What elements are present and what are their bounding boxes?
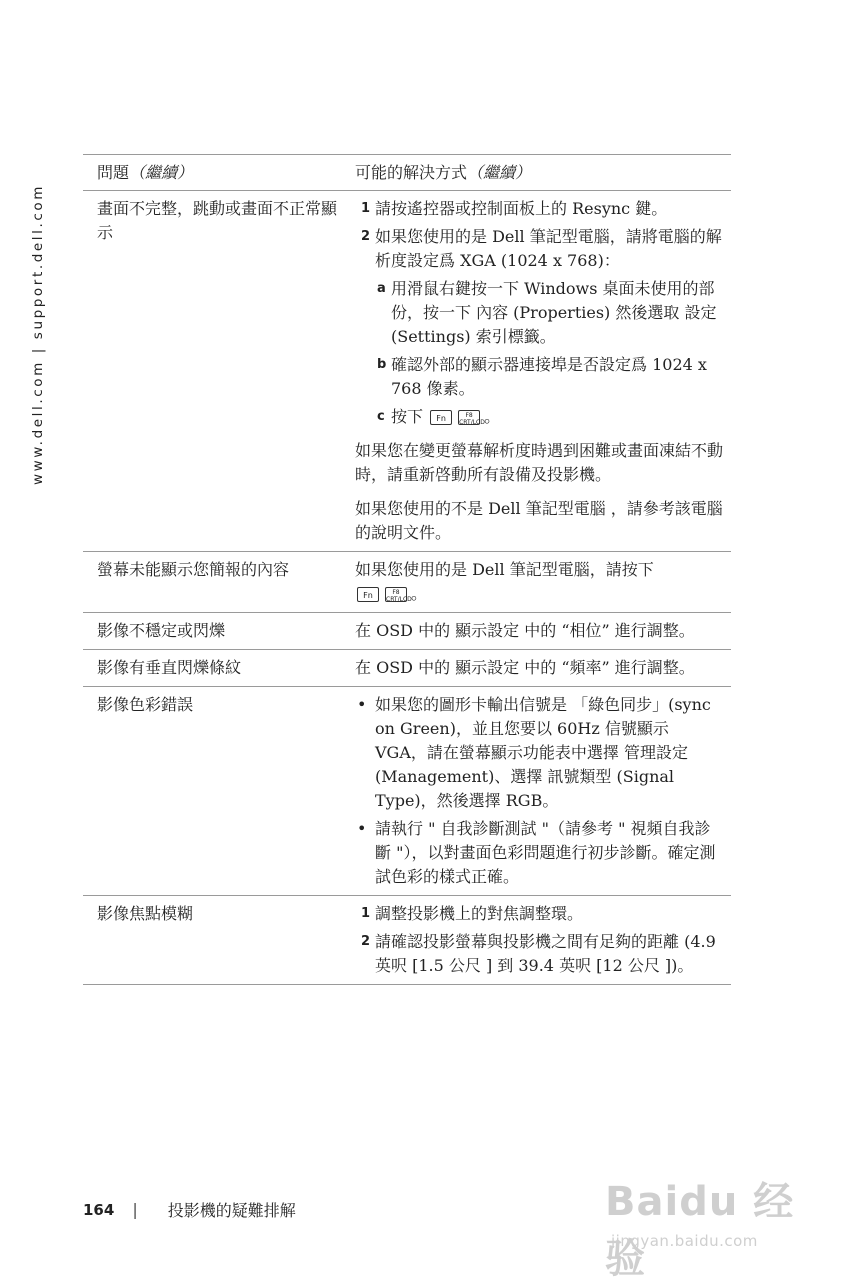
row6-problem: 影像焦點模糊: [97, 904, 194, 923]
chapter-title: 投影機的疑難排解: [167, 1201, 296, 1220]
row1-note-1: 如果您在變更螢幕解析度時遇到困難或畫面凍結不動時，請重新啓動所有設備及投影機。: [355, 441, 724, 484]
page-number: 164: [83, 1200, 115, 1219]
bullet-icon: •: [357, 695, 367, 714]
row5-bullet-2: [355, 817, 723, 889]
table-row: [83, 649, 731, 686]
table-row: [83, 686, 731, 895]
page-footer: [83, 1198, 296, 1221]
header-problem-cont: （繼續）: [129, 163, 194, 182]
step-number: 2: [361, 934, 371, 949]
table-header-row: [83, 154, 731, 190]
header-problem: [83, 155, 343, 190]
table-row: [83, 895, 731, 985]
row5-problem: 影像色彩錯誤: [97, 695, 194, 714]
step-number: 1: [361, 906, 371, 921]
step-number: 1: [361, 201, 371, 216]
step-text: 調整投影機上的對焦調整環。: [375, 904, 584, 923]
row1-substep-b: [355, 353, 723, 401]
substep-c-suffix: 。: [484, 407, 501, 426]
row1-problem: 畫面不完整，跳動或畫面不正常顯示: [97, 199, 338, 242]
header-solution: [343, 155, 731, 190]
row4-problem: 影像有垂直閃爍條紋: [97, 658, 242, 677]
row1-step-1: [355, 197, 723, 221]
substep-text: 確認外部的顯示器連接埠是否設定爲 1024 x 768 像素。: [391, 355, 707, 398]
step-text: 請按遙控器或控制面板上的 Resync 鍵。: [375, 199, 668, 218]
f8-key-icon: F8 CRT/LCD: [386, 589, 412, 603]
substep-c-prefix: 按下: [391, 407, 424, 426]
baidu-watermark: [605, 1152, 815, 1282]
substep-label: c: [377, 409, 385, 424]
row1-step-2: [355, 225, 723, 273]
watermark-url: jingyan.baidu.com: [611, 1232, 758, 1250]
substep-text: [391, 405, 723, 429]
row1-substep-a: [355, 277, 723, 349]
step-text: 請確認投影螢幕與投影機之間有足夠的距離 (4.9 英呎 [1.5 公尺 ] 到 39.4 英呎 [12 公尺 ])。: [375, 932, 716, 975]
row2-solution-suffix: 。: [411, 584, 428, 603]
substep-label: b: [377, 357, 387, 372]
table-row: [83, 551, 731, 612]
troubleshooting-table: [83, 154, 731, 985]
sidebar-url: www.dell.com | support.dell.com: [30, 183, 46, 485]
table-row: [83, 612, 731, 649]
bullet-icon: •: [357, 819, 367, 838]
substep-text: 用滑鼠右鍵按一下 Windows 桌面未使用的部份，按一下 內容 (Properties) 然後選取 設定 (Settings) 索引標籤。: [391, 279, 717, 346]
row1-substep-c: [355, 405, 723, 429]
substep-label: a: [377, 281, 386, 296]
f8-key-icon: F8 CRT/LCD: [459, 412, 485, 426]
table-row: [83, 190, 731, 551]
header-solution-label: 可能的解決方式: [355, 163, 468, 182]
row2-solution-prefix: 如果您使用的是 Dell 筆記型電腦，請按下: [355, 560, 654, 579]
footer-separator: |: [132, 1200, 138, 1219]
row1-solution: [343, 191, 731, 551]
row2-problem: 螢幕未能顯示您簡報的內容: [97, 560, 290, 579]
row6-step-1: [355, 902, 723, 926]
row1-note-2: 如果您使用的不是 Dell 筆記型電腦 ，請參考該電腦的說明文件。: [355, 499, 723, 542]
step-number: 2: [361, 229, 371, 244]
header-solution-cont: （繼續）: [467, 163, 532, 182]
row5-solution: [343, 687, 731, 895]
row3-problem: 影像不穩定或閃爍: [97, 621, 226, 640]
step-text: 如果您使用的是 Dell 筆記型電腦，請將電腦的解析度設定爲 XGA (1024 x 768)：: [375, 227, 722, 270]
row5-bullet-1: [355, 693, 723, 813]
header-problem-label: 問題: [97, 163, 130, 182]
bullet-text: 請執行 " 自我診斷測試 "（請參考 " 視頻自我診斷 "），以對畫面色彩問題進行初步診斷。確定測試色彩的樣式正確。: [375, 819, 716, 886]
row6-solution: [343, 896, 731, 984]
row4-solution: 在 OSD 中的 顯示設定 中的 “頻率” 進行調整。: [355, 658, 695, 677]
watermark-logo: Baidu 经验: [605, 1179, 795, 1282]
bullet-text: 如果您的圖形卡輸出信號是 「綠色同步」(sync on Green)，並且您要以 60Hz 信號顯示 VGA，請在螢幕顯示功能表中選擇 管理設定 (Management)、選擇 訊號類型 (Signal Type)，然後選擇 RGB。: [375, 695, 711, 810]
row2-solution: [343, 552, 731, 612]
row3-solution: 在 OSD 中的 顯示設定 中的 “相位” 進行調整。: [355, 621, 695, 640]
fn-key-icon: Fn: [357, 587, 379, 602]
fn-key-icon: Fn: [430, 410, 452, 425]
row6-step-2: [355, 930, 723, 978]
